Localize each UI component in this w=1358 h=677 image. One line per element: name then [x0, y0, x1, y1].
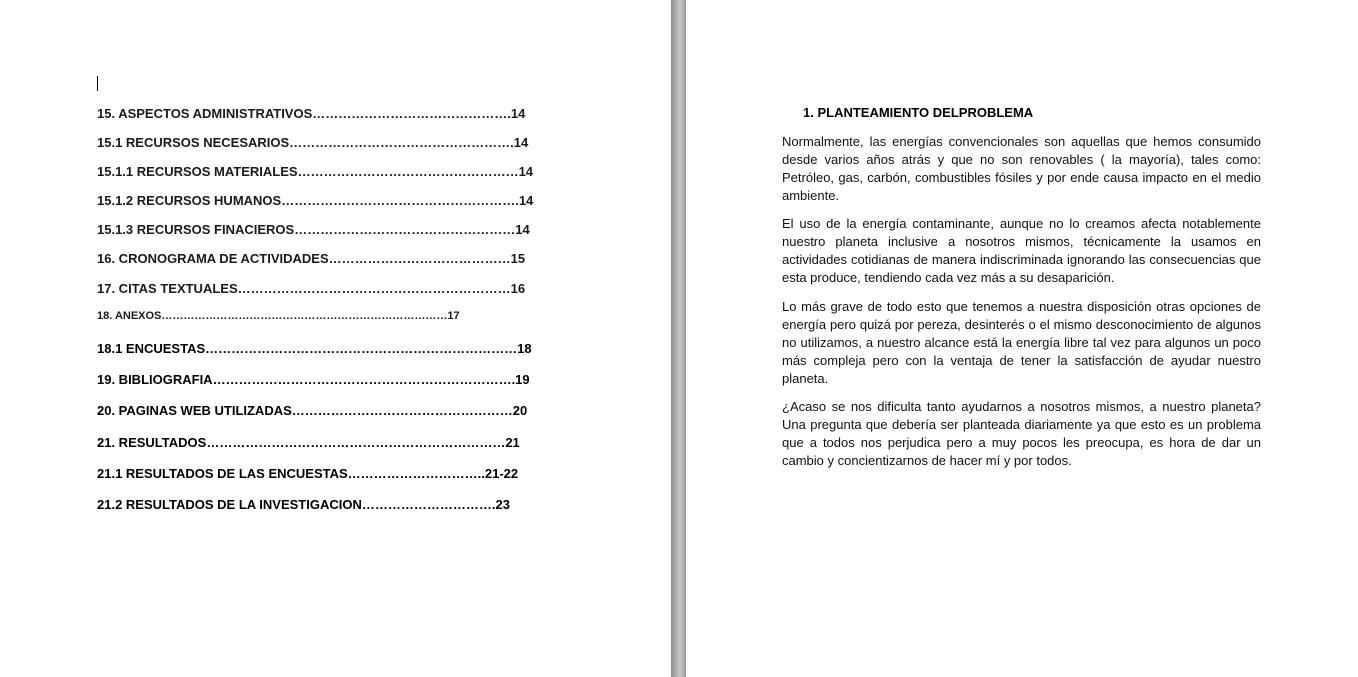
- paragraph-2: El uso de la energía contaminante, aunque no lo creamos afecta notablemente nuestro planeta inclusive a nosotros mismos, técnicamente la usamos en actividades cotidianas de manera indiscriminada ignorando las consecuencias que esta produce, tendiendo cada vez más a su desaparición.: [782, 216, 1261, 285]
- toc-entry-21[interactable]: 21. RESULTADOS……………………………………………………………21: [97, 435, 520, 450]
- toc-entry-15-1-2[interactable]: 15.1.2 RECURSOS HUMANOS……………………………………………….14: [97, 193, 534, 208]
- toc-entry-21-2[interactable]: 21.2 RESULTADOS DE LA INVESTIGACION………………………….23: [97, 497, 510, 512]
- section-heading: 1. PLANTEAMIENTO DELPROBLEMA: [803, 105, 1034, 120]
- toc-entry-15-1-3[interactable]: 15.1.3 RECURSOS FINACIEROS……………………………………………14: [97, 222, 530, 237]
- paragraph-3: Lo más grave de todo esto que tenemos a nuestra disposición otras opciones de energía pero quizá por pereza, desinterés o el mismo desconocimiento de algunos no utilizamos, a nuestro alcance está la energía libre tal vez para algunos un poco más compleja pero con la ventaja de tener la satisfacción de ayudar nuestro planeta.: [782, 299, 1261, 386]
- toc-entry-19[interactable]: 19. BIBLIOGRAFIA…………………………………………………………….19: [97, 372, 530, 387]
- toc-entry-18-1[interactable]: 18.1 ENCUESTAS………………………………………………………………18: [97, 341, 532, 356]
- toc-entry-21-1[interactable]: 21.1 RESULTADOS DE LAS ENCUESTAS…………………………..21-22: [97, 466, 519, 481]
- toc-entry-15-1[interactable]: 15.1 RECURSOS NECESARIOS…………………………………………….14: [97, 135, 529, 150]
- page-gutter: [671, 0, 686, 677]
- toc-entry-16[interactable]: 16. CRONOGRAMA DE ACTIVIDADES……………………………………15: [97, 251, 526, 266]
- paragraph-1: Normalmente, las energías convencionales son aquellas que hemos consumido desde varios años atrás y que no son renovables ( la mayoría), tales como: Petróleo, gas, carbón, combustibles fósiles y por ende causa impacto en el medio ambiente.: [782, 134, 1261, 203]
- toc-entry-17[interactable]: 17. CITAS TEXTUALES………………………………………………………16: [97, 281, 526, 296]
- left-page: [0, 0, 671, 677]
- paragraph-4: ¿Acaso se nos dificulta tanto ayudarnos a nosotros mismos, a nuestro planeta? Una pregunta que debería ser planteada diariamente ya que esto es un problema que a todos nos perjudica pero a muy pocos les preocupa, es hora de dar un cambio y concientizarnos de hacer mí y por todos.: [782, 399, 1261, 468]
- text-cursor: [97, 76, 98, 91]
- toc-entry-15-1-1[interactable]: 15.1.1 RECURSOS MATERIALES……………………………………………14: [97, 164, 534, 179]
- toc-entry-18[interactable]: 18. ANEXOS……………………………………………………………………17: [97, 310, 460, 322]
- toc-entry-20[interactable]: 20. PAGINAS WEB UTILIZADAS……………………………………………20: [97, 403, 528, 418]
- toc-entry-15[interactable]: 15. ASPECTOS ADMINISTRATIVOS……………………………………….14: [97, 106, 526, 121]
